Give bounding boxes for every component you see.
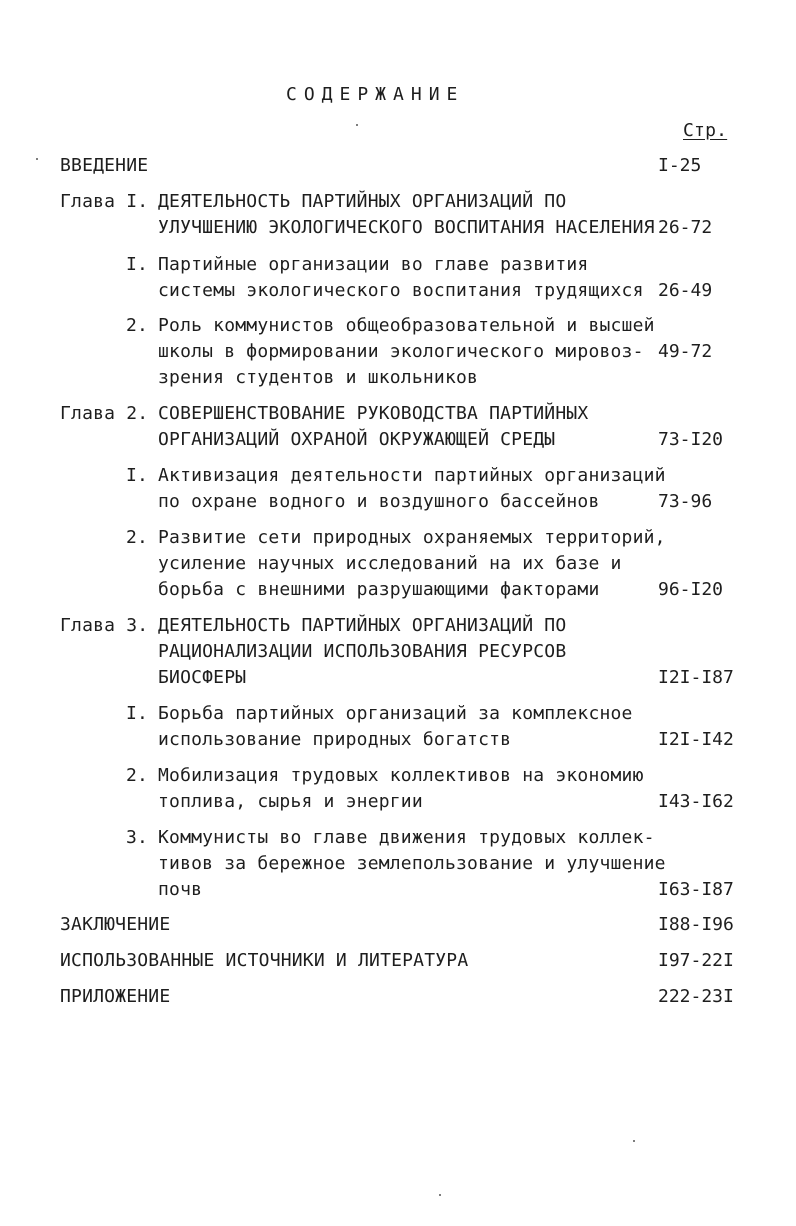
- toc-ch2-s2-line1: Развитие сети природных охраняемых территорий,: [158, 527, 666, 548]
- toc-conclusion-label: ЗАКЛЮЧЕНИЕ: [60, 914, 171, 935]
- toc-ch3-s3-pages: I63-I87: [658, 879, 734, 900]
- toc-ch3-s1-pages: I2I-I42: [658, 729, 734, 750]
- toc-ch1-s2-line3: зрения студентов и школьников: [158, 367, 479, 388]
- toc-ch3-s1-line2: использование природных богатств: [158, 729, 512, 750]
- toc-ch3-line3: БИОСФЕРЫ: [158, 667, 247, 688]
- scan-speck: [633, 1140, 635, 1142]
- toc-ch3-s3-line3: почв: [158, 879, 203, 900]
- toc-ch3-s2-line2: топлива, сырья и энергии: [158, 791, 423, 812]
- toc-ch1-line1: ДЕЯТЕЛЬНОСТЬ ПАРТИЙНЫХ ОРГАНИЗАЦИЙ ПО: [158, 191, 567, 212]
- toc-ch3-s1-num: I.: [126, 703, 149, 724]
- toc-ch2-line1: СОВЕРШЕНСТВОВАНИЕ РУКОВОДСТВА ПАРТИЙНЫХ: [158, 403, 589, 424]
- toc-ch3-pages: I2I-I87: [658, 667, 734, 688]
- toc-ch1-s2-pages: 49-72: [658, 341, 713, 362]
- toc-appendix-label: ПРИЛОЖЕНИЕ: [60, 986, 171, 1007]
- toc-ch2-s1-pages: 73-96: [658, 491, 713, 512]
- page-column-header: Стр.: [683, 120, 728, 141]
- toc-ch2-s1-line2: по охране водного и воздушного бассейнов: [158, 491, 600, 512]
- toc-ch1-s1-line1: Партийные организации во главе развития: [158, 254, 589, 275]
- toc-ch2-s2-pages: 96-I20: [658, 579, 724, 600]
- toc-ch1-s1-line2: системы экологического воспитания трудящихся: [158, 280, 644, 301]
- toc-ch1-s2-line2: школы в формировании экологического мировоз-: [158, 341, 644, 362]
- toc-ch3-s2-num: 2.: [126, 765, 149, 786]
- toc-ch3-s2-pages: I43-I62: [658, 791, 734, 812]
- toc-ch2-s1-line1: Активизация деятельности партийных организаций: [158, 465, 666, 486]
- scan-speck: [356, 124, 358, 126]
- toc-ch2-pages: 73-I20: [658, 429, 724, 450]
- toc-ch2-s2-line3: борьба с внешними разрушающими факторами: [158, 579, 600, 600]
- toc-ch2-s2-line2: усиление научных исследований на их базе и: [158, 553, 622, 574]
- toc-intro-pages: I-25: [658, 155, 702, 176]
- toc-ch1-s2-num: 2.: [126, 315, 149, 336]
- toc-ch1-s2-line1: Роль коммунистов общеобразовательной и высшей: [158, 315, 655, 336]
- toc-intro-label: ВВЕДЕНИЕ: [60, 155, 149, 176]
- page-title: СОДЕРЖАНИЕ: [286, 84, 465, 105]
- toc-ch1-num: Глава I.: [60, 191, 149, 212]
- toc-ch3-line1: ДЕЯТЕЛЬНОСТЬ ПАРТИЙНЫХ ОРГАНИЗАЦИЙ ПО: [158, 615, 567, 636]
- toc-ch3-line2: РАЦИОНАЛИЗАЦИИ ИСПОЛЬЗОВАНИЯ РЕСУРСОВ: [158, 641, 567, 662]
- toc-ch2-num: Глава 2.: [60, 403, 149, 424]
- toc-ch3-s3-line1: Коммунисты во главе движения трудовых коллек-: [158, 827, 655, 848]
- toc-ch2-s2-num: 2.: [126, 527, 149, 548]
- toc-ch1-s1-num: I.: [126, 254, 149, 275]
- scan-speck: [439, 1194, 441, 1196]
- toc-ch1-line2: УЛУЧШЕНИЮ ЭКОЛОГИЧЕСКОГО ВОСПИТАНИЯ НАСЕЛЕНИЯ: [158, 217, 655, 238]
- toc-ch1-pages: 26-72: [658, 217, 713, 238]
- toc-sources-label: ИСПОЛЬЗОВАННЫЕ ИСТОЧНИКИ И ЛИТЕРАТУРА: [60, 950, 469, 971]
- toc-ch3-s3-num: 3.: [126, 827, 149, 848]
- toc-sources-pages: I97-22I: [658, 950, 734, 971]
- toc-ch2-line2: ОРГАНИЗАЦИЙ ОХРАНОЙ ОКРУЖАЮЩЕЙ СРЕДЫ: [158, 429, 556, 450]
- toc-ch2-s1-num: I.: [126, 465, 149, 486]
- toc-ch3-s1-line1: Борьба партийных организаций за комплексное: [158, 703, 633, 724]
- toc-conclusion-pages: I88-I96: [658, 914, 734, 935]
- scan-speck: [36, 158, 38, 160]
- toc-ch3-s2-line1: Мобилизация трудовых коллективов на экономию: [158, 765, 644, 786]
- toc-ch3-num: Глава 3.: [60, 615, 149, 636]
- toc-ch1-s1-pages: 26-49: [658, 280, 713, 301]
- toc-ch3-s3-line2: тивов за бережное землепользование и улучшение: [158, 853, 666, 874]
- toc-appendix-pages: 222-23I: [658, 986, 734, 1007]
